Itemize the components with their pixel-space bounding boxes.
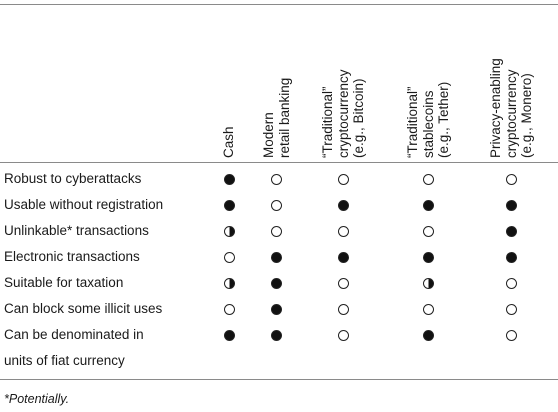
column-header-line: (e.g., Tether)	[435, 81, 451, 158]
rating-dot-full	[506, 200, 517, 211]
column-header-line: (e.g., Monero)	[518, 73, 534, 158]
rating-dot-empty	[423, 226, 434, 237]
rating-dot-half	[423, 278, 434, 289]
rating-dot-full	[224, 200, 235, 211]
column-header-line: cryptocurrency	[335, 69, 351, 158]
rating-dot-full	[423, 200, 434, 211]
table-top-rule	[0, 4, 558, 5]
row-label	[4, 197, 163, 218]
row-label-line: Suitable for taxation	[4, 275, 124, 290]
rating-dot-empty	[338, 278, 349, 289]
rating-dot-full	[271, 304, 282, 315]
rating-dot-empty	[338, 174, 349, 185]
rating-dot-full	[224, 330, 235, 341]
rating-dot-empty	[506, 174, 517, 185]
row-label-line: Can block some illicit uses	[4, 301, 163, 316]
rating-dot-empty	[338, 304, 349, 315]
row-label	[4, 327, 144, 374]
table-header-rule	[0, 162, 558, 163]
rating-dot-empty	[271, 200, 282, 211]
rating-dot-full	[271, 278, 282, 289]
rating-dot-full	[506, 226, 517, 237]
column-header-line: cryptocurrency	[503, 69, 519, 158]
rating-dot-full	[506, 252, 517, 263]
column-header-line: “Traditional”	[404, 86, 420, 158]
rating-dot-full	[224, 174, 235, 185]
rating-dot-half	[224, 278, 235, 289]
column-header-line: Privacy-enabling	[487, 58, 503, 158]
row-label	[4, 249, 140, 270]
rating-dot-full	[338, 200, 349, 211]
rating-dot-empty	[338, 226, 349, 237]
rating-dot-empty	[224, 304, 235, 315]
column-header-line: Cash	[221, 126, 237, 158]
rating-dot-empty	[506, 330, 517, 341]
row-label	[4, 171, 141, 192]
footnote: *Potentially.	[4, 392, 70, 406]
row-label	[4, 275, 123, 296]
rating-dot-empty	[338, 330, 349, 341]
rating-dot-empty	[224, 252, 235, 263]
row-label-line: Unlinkable* transactions	[4, 223, 149, 238]
column-header-line: Modern	[260, 112, 276, 158]
rating-dot-full	[423, 252, 434, 263]
column-header-line: (e.g., Bitcoin)	[350, 78, 366, 158]
rating-dot-half	[224, 226, 235, 237]
rating-dot-full	[271, 330, 282, 341]
table-bottom-rule	[0, 379, 558, 380]
column-header-line: “Traditional”	[319, 86, 335, 158]
rating-dot-empty	[506, 304, 517, 315]
rating-dot-empty	[271, 174, 282, 185]
row-label	[4, 223, 149, 244]
row-label	[4, 301, 162, 322]
row-label-line: Electronic transactions	[4, 249, 140, 264]
column-header-line: retail banking	[276, 77, 291, 158]
rating-dot-full	[423, 330, 434, 341]
rating-dot-full	[338, 252, 349, 263]
row-label-line: Robust to cyberattacks	[4, 171, 142, 186]
rating-dot-empty	[271, 226, 282, 237]
rating-dot-empty	[423, 174, 434, 185]
row-label-line: units of fiat currency	[4, 353, 125, 368]
row-label-line: Can be denominated in	[4, 327, 144, 342]
column-header-line: stablecoins	[420, 90, 436, 158]
rating-dot-empty	[506, 278, 517, 289]
rating-dot-full	[271, 252, 282, 263]
row-label-line: Usable without registration	[4, 197, 164, 212]
rating-dot-empty	[423, 304, 434, 315]
